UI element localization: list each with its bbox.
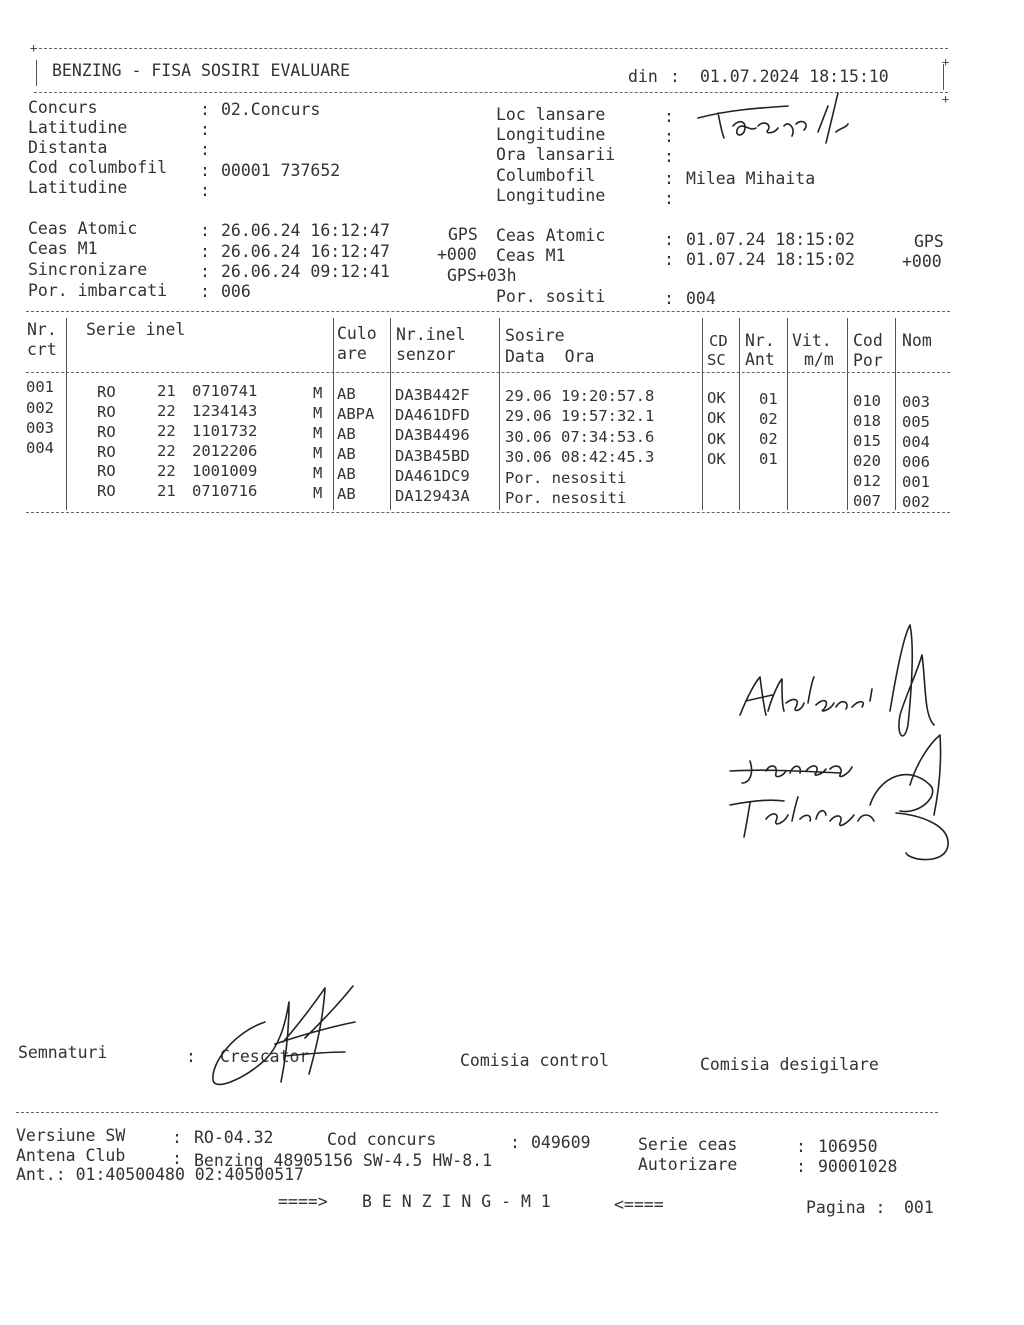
header-sosire-2: Data Ora [505,347,595,366]
pagina-value: 001 [904,1198,934,1217]
semnaturi-label: Semnaturi [18,1043,108,1062]
crescator-label: Crescator [220,1047,310,1066]
cod-columbofil-value: 00001 737652 [221,161,341,180]
por-imbarcati-value: 006 [221,282,251,301]
sincronizare-suffix: GPS+03h [447,266,517,285]
autorizare-value: 90001028 [818,1157,898,1176]
ora-lansarii-label: Ora lansarii [496,145,616,164]
header-culoare-1: Culo [337,324,377,343]
por-sositi-value: 004 [686,289,716,308]
versiune-value: RO-04.32 [194,1128,274,1147]
sincronizare-value: 26.06.24 09:12:41 [221,262,390,281]
brand-right-arrow: <==== [614,1195,664,1214]
ceas-atomic-suffix: GPS [448,225,478,244]
header-cdsc-2: SC [707,351,726,369]
ceas-m1-label: Ceas M1 [28,239,98,258]
por-imbarcati-label: Por. imbarcati [28,281,168,300]
header-top-border [34,48,948,49]
columbofil-label: Columbofil [496,166,596,185]
distanta-label: Distanta [28,138,108,157]
comisia-desigilare-label: Comisia desigilare [700,1055,879,1074]
ceas-atomic-right-value: 01.07.24 18:15:02 [686,230,855,249]
ceas-m1-right-value: 01.07.24 18:15:02 [686,250,855,269]
columbofil-value: Milea Mihaita [686,169,816,188]
brand-left-arrow: ====> [278,1192,328,1211]
loc-lansare-label: Loc lansare [496,105,606,124]
header-vit-1: Vit. [792,331,832,350]
header-nr-crt-2: crt [27,340,57,359]
versiune-label: Versiune SW [16,1126,126,1145]
cod-columbofil-label: Cod columbofil [28,158,168,177]
pagina-label: Pagina : [806,1198,886,1217]
latitudine2-label: Latitudine [28,178,128,197]
cod-concurs-label: Cod concurs [327,1130,437,1149]
longitudine2-label: Longitudine [496,186,606,205]
serie-ceas-value: 106950 [818,1137,878,1156]
header-nr-ant-2: Ant [745,350,775,369]
cod-concurs-value: 049609 [531,1133,591,1152]
ceas-atomic-value: 26.06.24 16:12:47 [221,221,390,240]
antena-value: Benzing 48905156 SW-4.5 HW-8.1 [194,1151,493,1170]
sincronizare-label: Sincronizare [28,260,148,279]
brand-text: B E N Z I N G - M 1 [362,1192,551,1211]
concurs-label: Concurs [28,98,98,117]
ceas-atomic-right-suffix: GPS [914,232,944,251]
handwritten-loc-lansare-icon [688,88,868,148]
ceas-m1-value: 26.06.24 16:12:47 [221,242,390,261]
commission-signatures-icon [720,615,980,875]
header-serie-inel: Serie inel [86,320,186,339]
antenna-line: Ant.: 01:40500480 02:40500517 [16,1165,305,1184]
footer-divider [16,1112,938,1113]
header-vit-2: m/m [804,350,834,369]
crescator-signature-icon [205,982,365,1092]
header-cdsc-1: CD [709,332,728,350]
serie-ceas-label: Serie ceas [638,1135,738,1154]
header-nr-crt-1: Nr. [27,320,57,339]
latitudine-label: Latitudine [28,118,128,137]
ceas-atomic-label: Ceas Atomic [28,219,138,238]
header-nr-ant-1: Nr. [745,331,775,350]
por-sositi-label: Por. sositi [496,287,606,306]
ceas-atomic-right-label: Ceas Atomic [496,226,606,245]
antena-label: Antena Club [16,1146,126,1165]
header-nom: Nom [902,331,932,350]
header-nr-inel-1: Nr.inel [396,325,466,344]
ceas-m1-right-suffix: +000 [902,252,942,271]
sheet-title: BENZING - FISA SOSIRI EVALUARE [52,61,351,80]
evaluation-sheet: + + BENZING - FISA SOSIRI EVALUARE din : 01.07.2024 18:15:10 + Concurs : 02.Concurs Latitudine : Distanta : Cod columbofil : 00001 737652 Latitudine : Loc lansare : Longitudine : Ora lansarii : Columbofil : Milea Mihaita Longitudine : Ceas Atomic : 26.06.24 16:12:47 GPS Ceas M1 : 26.06.24 16:12:47 +000 Sincronizare : 26.06.24 09:12:41 GPS+03h Por. imbarcati : 006 Ceas Atomic : 01.07.24 18:15:02 GPS Ceas M1 : 01.07.24 18:15:02 +000 Por. sositi : 004 Nr. crt Serie inel Culo are Nr.inel senzor Sosire Data Ora CD SC Nr. Ant Vit. m/m Cod Por Nom 001 RO 21 0710741 M AB DA3B442F 29.06 19:20:57.8 OK 01 010 003 002 RO 22 1234143 M ABPA DA461DFD 29.06 19:57:32.1 OK 02 018 005 003 RO 22 1101732 M AB DA3B4496 30.06 07:34:53.6 OK 02 015 004 004 RO 22 2012206 M AB DA3B45BD 30.06 08:42:45.3 OK 01 020 006 RO 22 1001009 M AB DA461DC9 Por. nesositi 012 001 RO 21 0710716 M AB DA12943A Por. nesositi 007 002 Semnaturi : Crescator Comisia control Comisia desigilare Versiune SW : RO-04.32 Cod concurs : 049609 Serie ceas : 106950 Antena Club : Benzing 48905156 SW-4.5 HW-8.1 Autorizare : 90001028 Ant.: 01:40500480 02:40500517 ====> B E N Z I N G - M 1 <==== Pagina : 001 [0,0,1024,1325]
date-label: din [628,67,658,86]
comisia-control-label: Comisia control [460,1051,610,1070]
header-cod-por-1: Cod [853,331,883,350]
longitudine-label: Longitudine [496,125,606,144]
header-cod-por-2: Por [853,351,883,370]
header-culoare-2: are [337,344,367,363]
ceas-m1-suffix: +000 [437,245,477,264]
header-sosire-1: Sosire [505,326,565,345]
ceas-m1-right-label: Ceas M1 [496,246,566,265]
sheet-date: 01.07.2024 18:15:10 [700,67,889,86]
header-nr-inel-2: senzor [396,345,456,364]
autorizare-label: Autorizare [638,1155,738,1174]
concurs-value: 02.Concurs [221,100,321,119]
